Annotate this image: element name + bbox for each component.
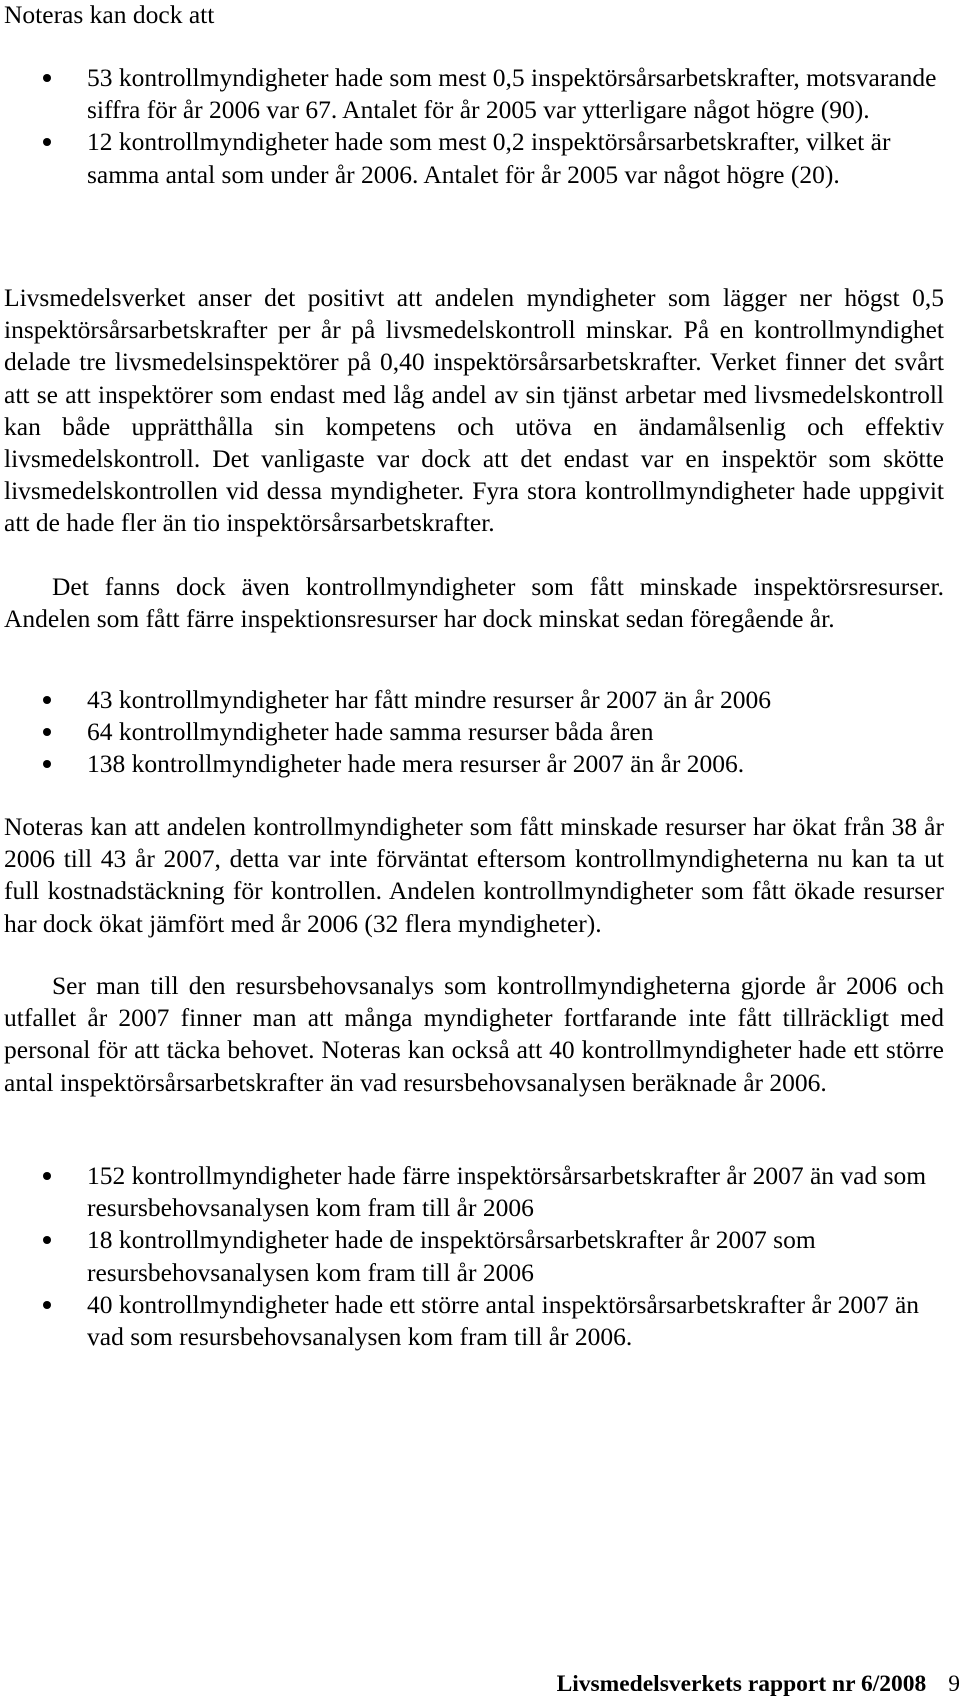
list-item-text: 43 kontrollmyndigheter har fått mindre resurser år 2007 än år 2006 [87, 685, 772, 714]
bullet-icon [43, 760, 51, 768]
list-item [0, 1289, 944, 1353]
bullet-icon [43, 1236, 51, 1244]
bullet-icon [43, 74, 51, 82]
list-item [0, 1224, 944, 1288]
page-footer [0, 1669, 960, 1699]
list-item-text: 64 kontrollmyndigheter hade samma resurser båda åren [87, 717, 654, 747]
bullet-list-resource-changes [0, 684, 944, 781]
bullet-icon [43, 1172, 51, 1180]
list-item-text: 40 kontrollmyndigheter hade ett större antal inspektörsårsarbetskrafter år 2007 än vad som resursbehovsanalysen kom fram till år 2006. [87, 1289, 920, 1352]
list-item [0, 126, 944, 190]
bullet-icon [43, 696, 51, 704]
paragraph-reduced-resources: Det fanns dock även kontrollmyndigheter som fått minskade inspektörsresurser. Andelen som fått färre inspektionsresurser har dock minskat sedan föregående år. [4, 572, 944, 634]
section-heading: Noteras kan dock att [4, 0, 215, 29]
bullet-list-thresholds [0, 62, 944, 191]
paragraph-positive-trend: Livsmedelsverket anser det positivt att andelen myndigheter som lägger ner högst 0,5 inspektörsårsarbetskrafter per år på livsmedelskontroll minskar. På en kontrollmyndighet delade tre livsmedelsinspektörer på 0,40 inspektörsårsarbetskrafter. Verket finner det svårt att se att inspektörer som endast med låg andel av sin tjänst arbetar med livsmedelskontroll kan både upprätthålla sin kompetens och utöva en ändamålsenlig och effektiv livsmedelskontroll. Det vanligaste var dock att det endast var en inspektör som skötte livsmedelskontrollen vid dessa myndigheter. Fyra stora kontrollmyndigheter hade uppgivit att de hade fler än tio inspektörsårsarbetskrafter. [4, 283, 944, 538]
list-item-text: 12 kontrollmyndigheter hade som mest 0,2 inspektörsårsarbetskrafter, vilket är samma antal som under år 2006. Antalet för år 2005 var något högre (20). [87, 127, 891, 189]
bullet-list-analysis-outcome [0, 1160, 944, 1353]
paragraph-noteras: Noteras kan att andelen kontrollmyndigheter som fått minskade resurser har ökat från 38 år 2006 till 43 år 2007, detta var inte förväntat eftersom kontrollmyndigheterna nu kan ta ut full kostnadstäckning för kontrollen. Andelen kontrollmyndigheter som fått ökade resurser har dock ökat jämfört med år 2006 (32 flera myndigheter). [4, 812, 944, 938]
bullet-icon [43, 1301, 51, 1309]
list-item-text: 152 kontrollmyndigheter hade färre inspektörsårsarbetskrafter år 2007 än vad som resursbehovsanalysen kom fram till år 2006 [87, 1161, 927, 1223]
list-item-text: 18 kontrollmyndigheter hade de inspektörsårsarbetskrafter år 2007 som resursbehovsanalysen kom fram till år 2006 [87, 1225, 816, 1287]
list-item-text: 53 kontrollmyndigheter hade som mest 0,5 inspektörsårsarbetskrafter, motsvarande siffra för år 2006 var 67. Antalet för år 2005 var ytterligare något högre (90). [87, 63, 937, 125]
list-item [0, 684, 944, 716]
report-title: Livsmedelsverkets rapport nr 6/2008 [556, 1671, 927, 1697]
page-number: 9 [948, 1671, 960, 1697]
list-item [0, 62, 944, 126]
list-item [0, 1160, 944, 1224]
paragraph-resource-analysis: Ser man till den resursbehovsanalys som kontrollmyndigheterna gjorde år 2006 och utfallet år 2007 finner man att många myndigheter fortfarande inte fått tillräckligt med personal för att täcka behovet. Noteras kan också att 40 kontrollmyndigheter hade ett större antal inspektörsårsarbetskrafter än vad resursbehovsanalysen beräknade år 2006. [4, 971, 944, 1097]
list-item-text: 138 kontrollmyndigheter hade mera resurser år 2007 än år 2006. [87, 749, 745, 779]
bullet-icon [43, 138, 51, 146]
list-item [0, 748, 944, 780]
bullet-icon [43, 728, 51, 736]
list-item [0, 716, 944, 748]
